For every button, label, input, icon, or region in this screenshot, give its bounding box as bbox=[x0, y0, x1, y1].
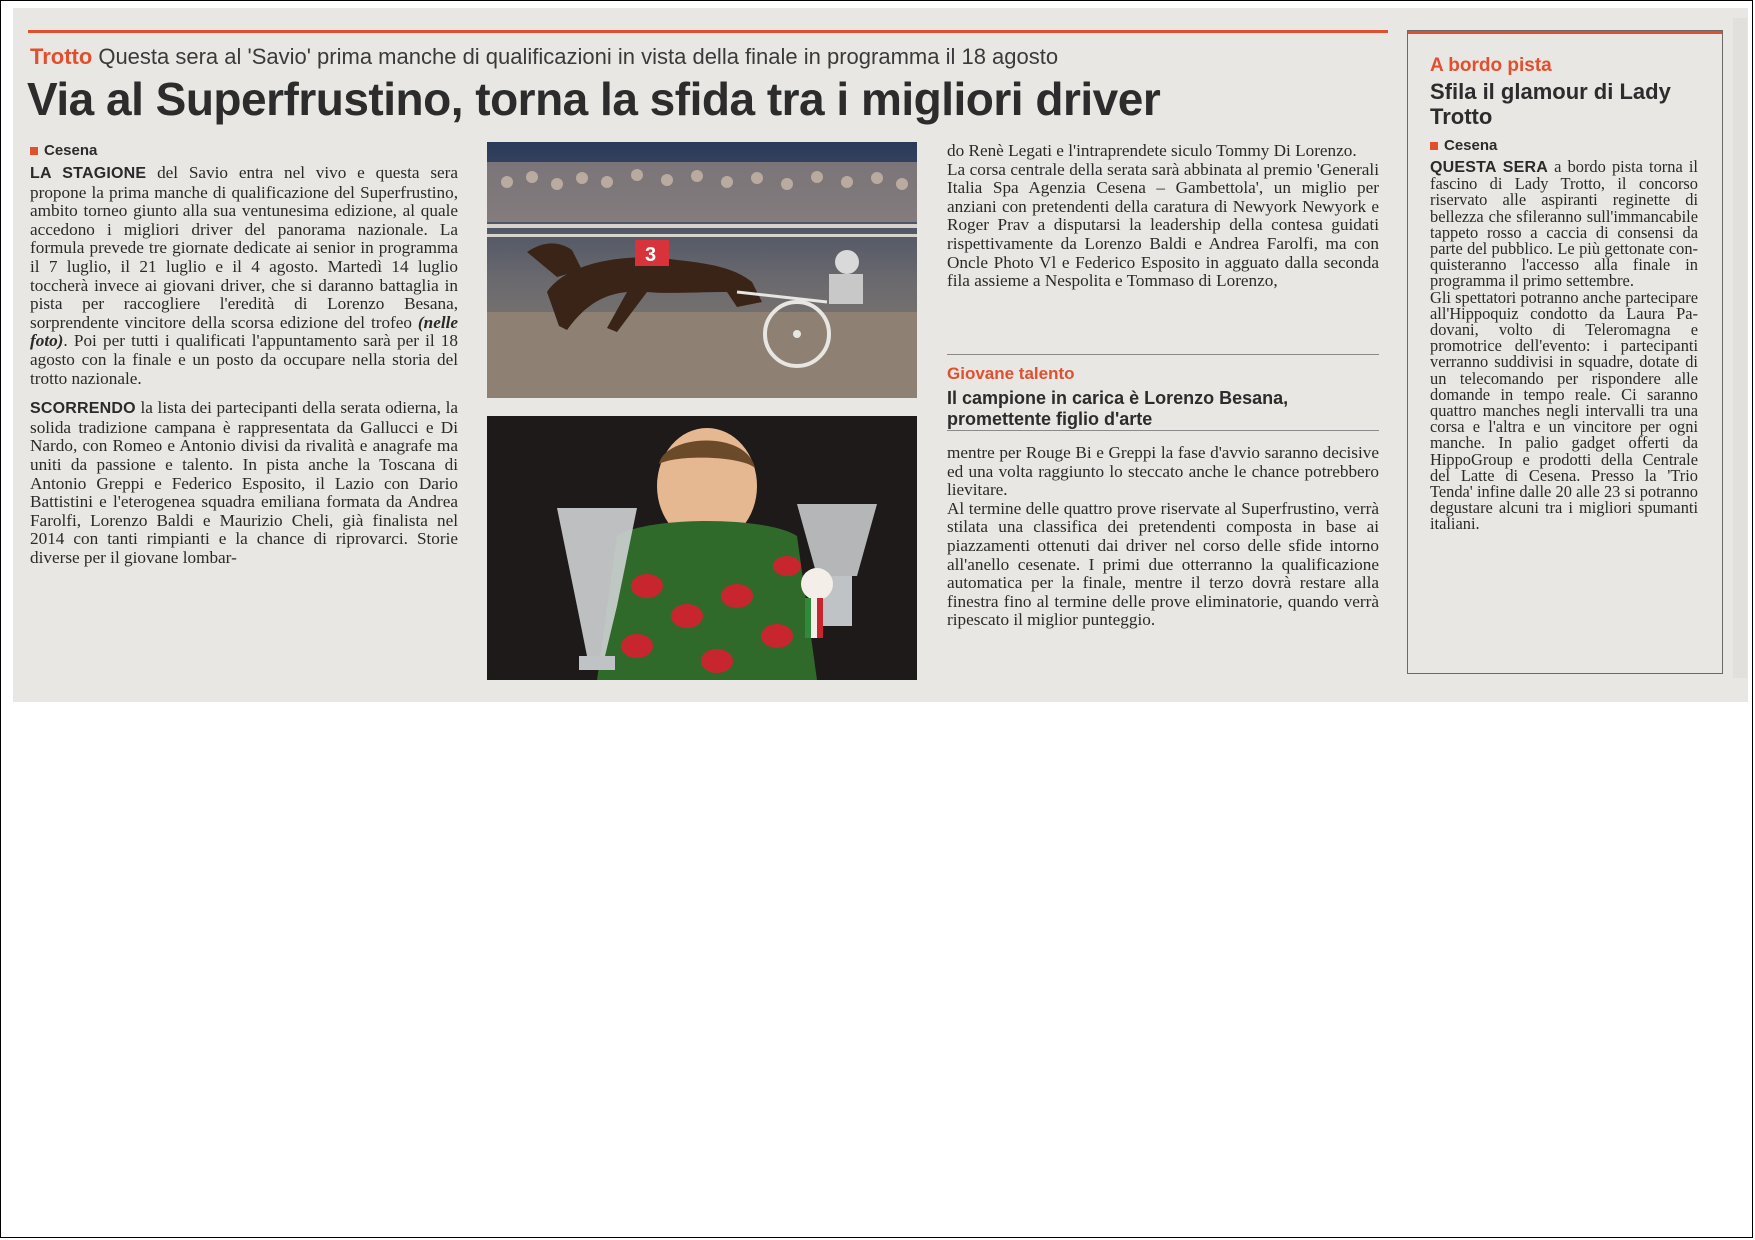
paragraph bbox=[1430, 159, 1698, 290]
paragraph: mentre per Rouge Bi e Greppi la fase d'avvio saranno decisive ed una volta raggiunto lo steccato anche le chance potrebbero lievitare. bbox=[947, 443, 1379, 500]
sidebar-body bbox=[1430, 159, 1698, 544]
article-kicker bbox=[30, 44, 1390, 70]
paragraph-text: del Savio entra nel vivo e questa sera propone la prima manche di qualificazione del Superfrustino, ambito torneo giunto alla sua ventunesima edizione, al quale accedono i migliori driver del panorama nazionale. La formula prevede tre giornate dedicate ai senior in programma il 7 luglio, il 21 luglio e il 4 agosto. Martedì 14 luglio toccherà invece ai giovani driver, che si daranno battaglia in pista per raccogliere l'eredità di Lorenzo Besana, sorprendente vincitore della scorsa edizione del trofeo bbox=[30, 163, 458, 332]
paragraph-lead: LA STAGIONE bbox=[30, 165, 147, 182]
paragraph: Gli spettatori potranno anche partecipare all'Hippoquiz condotto da Laura Padovani, volto di Teleromagna e promotrice dell'evento: i partecipanti verranno suddivisi in squadre, dotate di un telecomando per rispondere alle domande in tempo reale. Ci saranno quattro manches negli intervalli tra una corsa e l'altra e un vincitore per ogni manche. In palio gadget offerti da HippoGroup e prodotti della Centrale del Latte di Cesena. Presso la 'Trio Tenda' infine dalle 20 alle 23 si potranno degustare alcuni tra i migliori spumanti italiani. bbox=[1430, 287, 1698, 534]
sidebar-dateline bbox=[1430, 137, 1497, 154]
paragraph-text: a bordo pista torna il fascino di Lady Trotto, il concorso riservato alle aspiranti reginette di bellezza che sfileranno sull'immancabile tappeto rosso a caccia di consensi da parte del pubblico. Le più gettonate conquisteranno l'accesso alla finale in programma il primo settembre. bbox=[1430, 157, 1698, 291]
dateline-marker bbox=[1430, 142, 1438, 150]
race-number: 3 bbox=[645, 244, 657, 266]
article-column-3-top bbox=[947, 142, 1379, 302]
paragraph bbox=[30, 164, 458, 388]
sidebar-rule bbox=[1408, 31, 1722, 34]
sidebar-title: Sfila il glamour di Lady Trotto bbox=[1430, 79, 1671, 129]
photo-reference: (nelle foto) bbox=[30, 312, 458, 351]
pullquote-rule-bottom bbox=[947, 430, 1379, 431]
pullquote-tag: Giovane talento bbox=[947, 364, 1075, 383]
article-headline: Via al Superfrustino, torna la sfida tra i migliori driver bbox=[27, 73, 1161, 125]
sidebar-tag: A bordo pista bbox=[1430, 55, 1552, 76]
paragraph-text: la lista dei partecipanti della serata odierna, la solida tradizione campana è rappresentata da Gallucci e Di Nardo, con Romeo e Antonio divisi da rivalità e anagrafe ma uniti da passione e talento. In pista anche la Toscana di Antonio Greppi e Federico Esposito, il Lazio con Dario Battistini e l'eterogenea squadra emiliana formata da Andrea Farolfi, Lorenzo Baldi e Maurizio Cheli, già finalista nel 2014 con tanti rimpianti e la chance di riprovarci. Storie diverse per il giovane lombar- bbox=[30, 398, 458, 567]
harness-race-image bbox=[487, 142, 917, 398]
pullquote bbox=[947, 364, 1379, 430]
article-dateline bbox=[30, 142, 97, 159]
paragraph-lead: QUESTA SERA bbox=[1430, 159, 1549, 176]
paragraph-lead: SCORRENDO bbox=[30, 400, 136, 418]
header-rule bbox=[28, 30, 1388, 33]
paragraph: La corsa centrale della serata sarà abbinata al premio 'Generali Italia Spa Agenzia Cesena – Gambettola', un miglio per anziani con pretendenti della caratura di Newyork Newyork e Roger Prav a disputarsi la leadership della contesa guidati rispettivamente da Lorenzo Baldi e Andrea Farolfi, ma con Oncle Photo Vl e Federico Esposito in agguato dalla seconda fila assieme a Nespolita e Tommaso di Lorenzo, bbox=[947, 159, 1379, 291]
paragraph: Al termine delle quattro prove riservate al Superfrustino, verrà stilata una classifica dei pretendenti composta in base ai piazzamenti ottenuti dai driver nel corso delle sfide intorno all'anello cesenate. I primi due otterranno la qualificazione automatica per la finale, mentre il terzo dovrà restare alla finestra fino al termine delle prove eliminatorie, quando verrà ripescato il miglior punteggio. bbox=[947, 498, 1379, 630]
section-tag: Trotto bbox=[30, 44, 93, 69]
dateline-text: Cesena bbox=[1444, 137, 1498, 154]
race-photo bbox=[487, 142, 917, 398]
article-column-3-bottom bbox=[947, 444, 1379, 641]
champion-with-trophies-image bbox=[487, 416, 917, 680]
paragraph bbox=[30, 399, 458, 567]
adjacent-column-edge bbox=[1733, 18, 1747, 678]
pullquote-text: Il campione in carica è Lorenzo Besana, promettente figlio d'arte bbox=[947, 388, 1289, 429]
dateline-text: Cesena bbox=[44, 142, 98, 159]
sidebar-box bbox=[1407, 30, 1723, 674]
winner-photo bbox=[487, 416, 917, 680]
article-column-1 bbox=[30, 164, 458, 578]
newspaper-clipping bbox=[13, 8, 1748, 702]
paragraph: do Renè Legati e l'intraprendete siculo Tommy Di Lorenzo. bbox=[947, 141, 1357, 160]
paragraph-text: . Poi per tutti i qualificati l'appuntamento sarà per il 18 agosto con la finale e un posto da occupare nella storia del trotto nazionale. bbox=[30, 331, 458, 388]
dateline-marker bbox=[30, 147, 38, 155]
pullquote-rule-top bbox=[947, 354, 1379, 355]
kicker-text: Questa sera al 'Savio' prima manche di qualificazioni in vista della finale in programma il 18 agosto bbox=[98, 44, 1059, 69]
